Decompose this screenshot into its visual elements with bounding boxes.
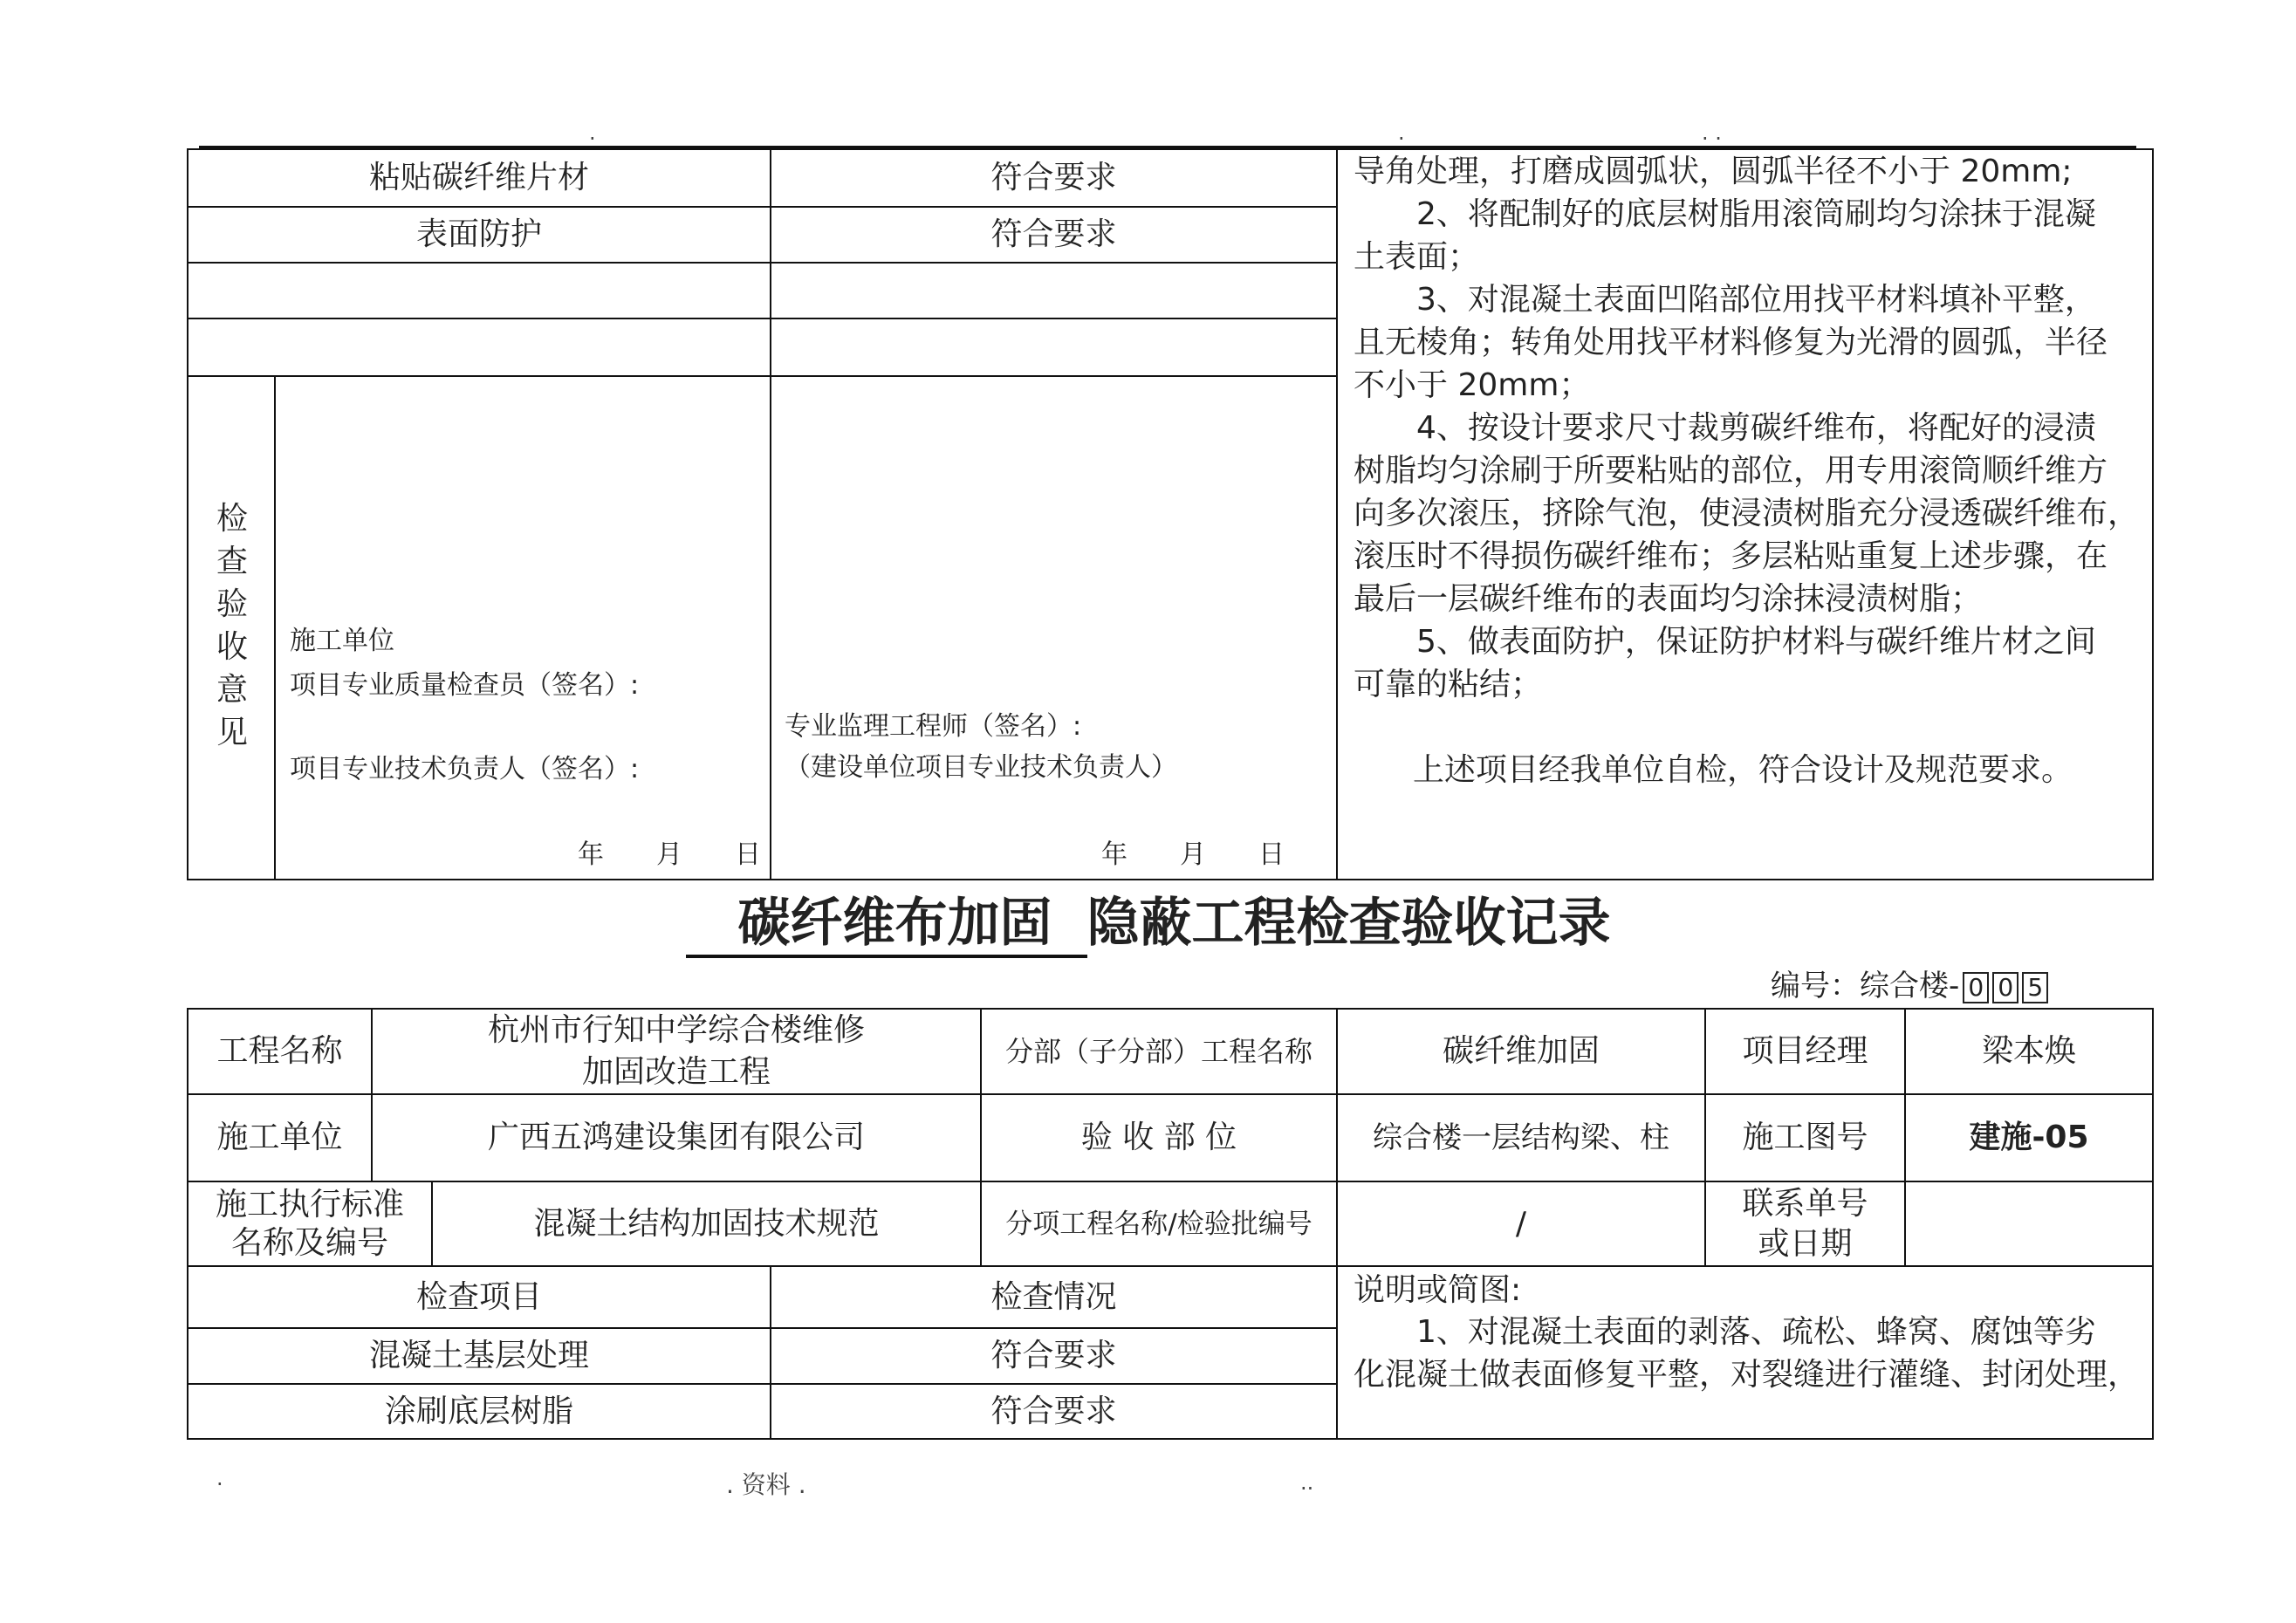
drawing-label: 施工图号 — [1704, 1093, 1906, 1182]
item-cell — [187, 262, 771, 319]
acceptance-part-label: 验 收 部 位 — [980, 1093, 1338, 1182]
conclusion: 上述项目经我单位自检，符合设计及规范要求。 — [1413, 752, 2073, 788]
notes-line: 树脂均匀涂刷于所要粘贴的部位，用专用滚筒顺纤维方 — [1354, 453, 2108, 489]
notes-line: 不小于 20mm； — [1354, 367, 1591, 403]
supervisor-date: 年 月 日 — [1101, 839, 1285, 870]
notes-line: 最后一层碳纤维布的表面均匀涂抹浸渍树脂； — [1354, 581, 1983, 617]
footer-dot: . — [216, 1466, 223, 1490]
item-cell: 表面防护 — [187, 206, 771, 264]
side-label-char: 见 — [216, 715, 248, 750]
drawing-value: 建施-05 — [1904, 1093, 2154, 1182]
standard-label-line: 施工执行标准 — [215, 1186, 404, 1222]
check-status-cell: 符合要求 — [770, 1327, 1338, 1385]
supervisor-sign-cell — [770, 375, 1338, 880]
item-cell — [187, 318, 771, 377]
subdivision-value: 碳纤维加固 — [1336, 1008, 1706, 1095]
contact-value — [1904, 1181, 2154, 1267]
contractor-date: 年 月 日 — [578, 839, 761, 870]
owner-tech-lead-sign: （建设单位项目专业技术负责人） — [785, 752, 1177, 783]
contact-label-line: 或日期 — [1758, 1225, 1853, 1262]
title-underlined: 碳纤维布加固 — [686, 892, 1087, 958]
item-cell: 粘贴碳纤维片材 — [187, 148, 771, 208]
project-name-line: 加固改造工程 — [581, 1054, 771, 1090]
serial-digit: 5 — [2022, 972, 2048, 1003]
notes-line: 化混凝土做表面修复平整，对裂缝进行灌缝、封闭处理， — [1354, 1357, 2140, 1393]
quality-inspector-sign: 项目专业质量检查员（签名）: — [290, 670, 640, 701]
side-label-char: 收 — [216, 629, 248, 665]
unit-label: 施工单位 — [187, 1093, 373, 1182]
serial-label: 编号：综合楼- — [1771, 969, 1960, 1003]
notes-line: 5、做表面防护，保证防护材料与碳纤维片材之间 — [1354, 624, 2096, 660]
standard-label-line: 名称及编号 — [230, 1224, 388, 1261]
page-title — [0, 892, 2296, 958]
standard-label — [187, 1181, 433, 1267]
contact-label-line: 联系单号 — [1742, 1185, 1868, 1222]
footer-label: . 资料 . — [726, 1470, 806, 1499]
header-dot: . — [589, 120, 596, 145]
status-cell: 符合要求 — [770, 206, 1338, 264]
supervisor-engineer-sign: 专业监理工程师（签名）: — [785, 711, 1082, 742]
project-name-label: 工程名称 — [187, 1008, 373, 1095]
item-label: 分项工程名称/检验批编号 — [980, 1181, 1338, 1267]
acceptance-part-value: 综合楼一层结构梁、柱 — [1336, 1093, 1706, 1182]
footer-dot: .. — [1300, 1470, 1314, 1495]
side-label — [215, 497, 250, 754]
notes-line: 1、对混凝土表面的剥落、疏松、蜂窝、腐蚀等劣 — [1354, 1314, 2096, 1350]
side-label-char: 查 — [216, 544, 248, 579]
title-rest: 隐蔽工程检查验收记录 — [1086, 893, 1611, 954]
project-name-line: 杭州市行知中学综合楼维修 — [487, 1012, 865, 1048]
manager-value: 梁本焕 — [1904, 1008, 2154, 1095]
manager-label: 项目经理 — [1704, 1008, 1906, 1095]
side-label-char: 检 — [216, 501, 248, 537]
status-cell — [770, 262, 1338, 319]
status-cell — [770, 318, 1338, 377]
tech-lead-sign: 项目专业技术负责人（签名）: — [290, 754, 640, 784]
notes-line: 向多次滚压，挤除气泡，使浸渍树脂充分浸透碳纤维布， — [1354, 496, 2140, 531]
status-cell: 符合要求 — [770, 148, 1338, 208]
notes-line: 土表面； — [1354, 239, 1480, 275]
item-value: / — [1336, 1181, 1706, 1267]
notes-line: 2、将配制好的底层树脂用滚筒刷均匀涂抹于混凝 — [1354, 196, 2096, 232]
notes-line: 可靠的粘结； — [1354, 667, 1543, 702]
contact-label — [1704, 1181, 1906, 1267]
check-item-cell: 涂刷底层树脂 — [187, 1383, 771, 1440]
serial-digit: 0 — [1992, 972, 2018, 1003]
standard-value: 混凝土结构加固技术规范 — [431, 1181, 982, 1267]
header-dot: . — [1398, 120, 1405, 145]
project-name-value — [371, 1008, 982, 1095]
check-item-header: 检查项目 — [187, 1265, 771, 1329]
side-label-char: 意 — [216, 672, 248, 708]
notes-line: 滚压时不得损伤碳纤维布；多层粘贴重复上述步骤，在 — [1354, 538, 2108, 574]
notes-line: 且无棱角；转角处用找平材料修复为光滑的圆弧，半径 — [1354, 325, 2108, 360]
check-status-header: 检查情况 — [770, 1265, 1338, 1329]
serial-digit: 0 — [1963, 972, 1989, 1003]
subdivision-label: 分部（子分部）工程名称 — [980, 1008, 1338, 1095]
notes-line: 导角处理，打磨成圆弧状，圆弧半径不小于 20mm; — [1354, 154, 2073, 189]
check-item-cell: 混凝土基层处理 — [187, 1327, 771, 1385]
side-label-char: 验 — [216, 586, 248, 622]
unit-value: 广西五鸿建设集团有限公司 — [371, 1093, 982, 1182]
header-dot: . . — [1702, 120, 1722, 145]
notes-line: 3、对混凝土表面凹陷部位用找平材料填补平整， — [1354, 282, 2096, 318]
notes-line: 4、按设计要求尺寸裁剪碳纤维布，将配好的浸渍 — [1354, 410, 2096, 446]
contractor-unit-label: 施工单位 — [290, 626, 394, 656]
notes-label: 说明或简图: — [1354, 1272, 1522, 1308]
check-status-cell: 符合要求 — [770, 1383, 1338, 1440]
serial-number — [1771, 967, 2048, 1005]
